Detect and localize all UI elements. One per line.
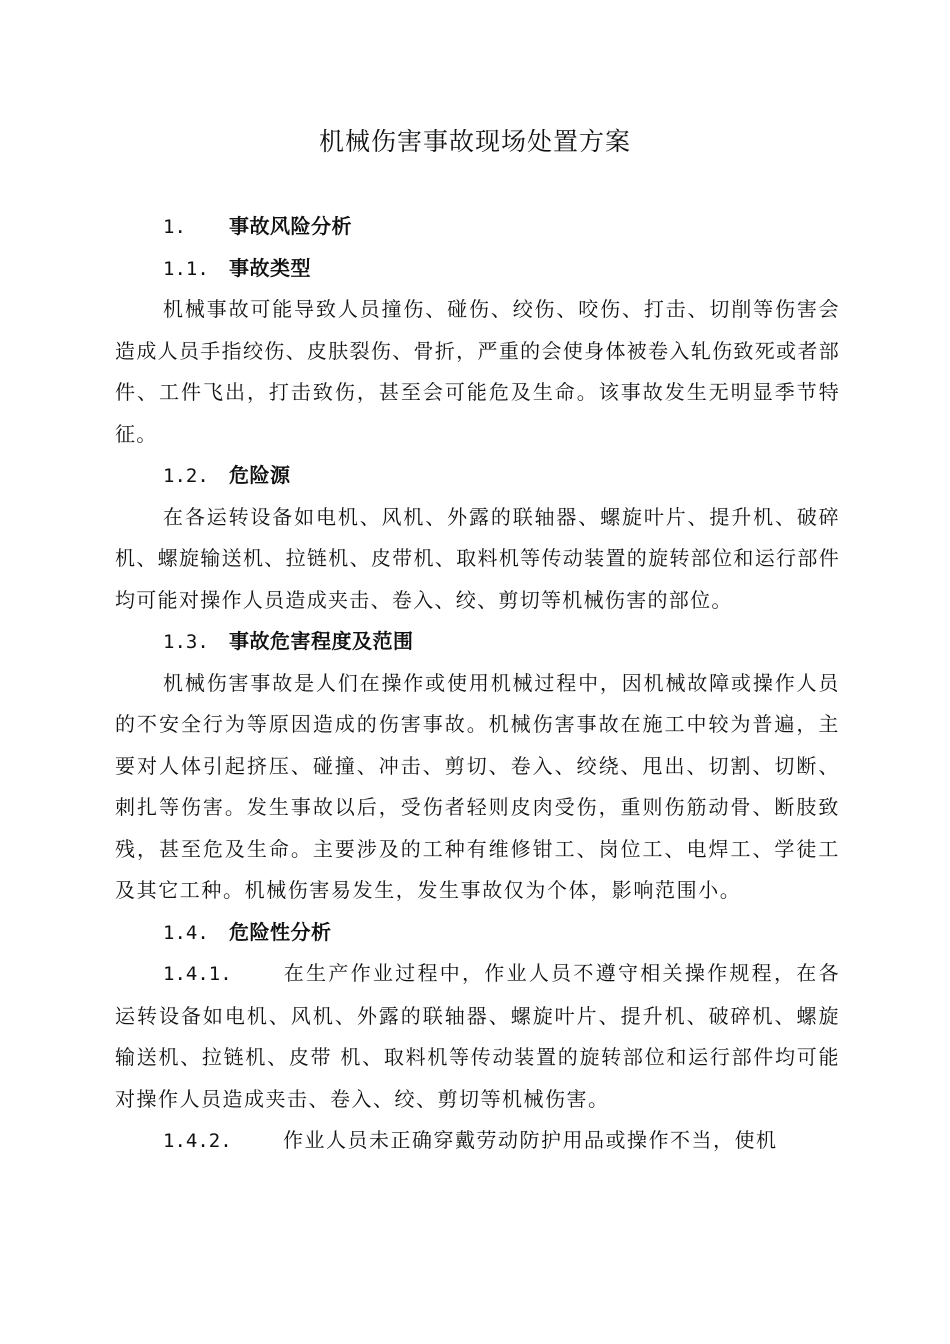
section-heading-1-2 [115, 455, 840, 497]
section-number: 1. [163, 216, 186, 238]
section-title: 事故危害程度及范围 [229, 629, 414, 653]
document-title: 机械伤害事故现场处置方案 [318, 127, 631, 156]
section-heading-1-1 [115, 248, 840, 290]
section-heading-1-4 [115, 912, 840, 954]
numbered-paragraph-1-4-2 [115, 1120, 840, 1163]
paragraph-hazard-source: 在各运转设备如电机、风机、外露的联轴器、螺旋叶片、提升机、破碎机、螺旋输送机、拉链机、皮带机、取料机等传动装置的旋转部位和运行部件均可能对操作人员造成夹击、卷入、绞、剪切等机械伤害的部位。 [115, 504, 840, 612]
item-number: 1.4.1. [163, 963, 232, 985]
item-text: 在生产作业过程中，作业人员不遵守相关操作规程，在各运转设备如电机、风机、外露的联轴器、螺旋叶片、提升机、破碎机、螺旋输送机、拉链机、皮带 机、取料机等传动装置的旋转部位和运行部件均可能对操作人员造成夹击、卷入、绞、剪切等机械伤害。 [115, 961, 840, 1111]
section-title: 危险性分析 [229, 919, 332, 944]
numbered-paragraph-1-4-1 [115, 953, 840, 1120]
section-title: 事故类型 [229, 255, 311, 280]
paragraph-accident-type: 机械事故可能导致人员撞伤、碰伤、绞伤、咬伤、打击、切削等伤害会造成人员手指绞伤、皮肤裂伤、骨折，严重的会使身体被卷入轧伤致死或者部件、工件飞出，打击致伤，甚至会可能危及生命。该事故发生无明显季节特征。 [115, 297, 840, 446]
paragraph-hazard-severity: 机械伤害事故是人们在操作或使用机械过程中，因机械故障或操作人员的不安全行为等原因造成的伤害事故。机械伤害事故在施工中较为普遍，主要对人体引起挤压、碰撞、冲击、剪切、卷入、绞绕、甩出、切割、切断、刺扎等伤害。发生事故以后，受伤者轻则皮肉受伤，重则伤筋动骨、断肢致残，甚至危及生命。主要涉及的工种有维修钳工、岗位工、电焊工、学徒工及其它工种。机械伤害易发生，发生事故仅为个体，影响范围小。 [115, 670, 840, 902]
section-number: 1.4. [163, 921, 209, 944]
section-number: 1.1. [163, 257, 209, 280]
item-text: 作业人员未正确穿戴劳动防护用品或操作不当，使机 [283, 1128, 778, 1152]
document-body [115, 206, 840, 1163]
section-number: 1.3. [163, 631, 209, 653]
section-title: 危险源 [229, 463, 291, 487]
section-heading-1 [115, 206, 840, 248]
item-number: 1.4.2. [163, 1130, 232, 1152]
section-title: 事故风险分析 [229, 214, 352, 238]
section-heading-1-3 [115, 621, 840, 663]
section-number: 1.2. [163, 465, 209, 487]
